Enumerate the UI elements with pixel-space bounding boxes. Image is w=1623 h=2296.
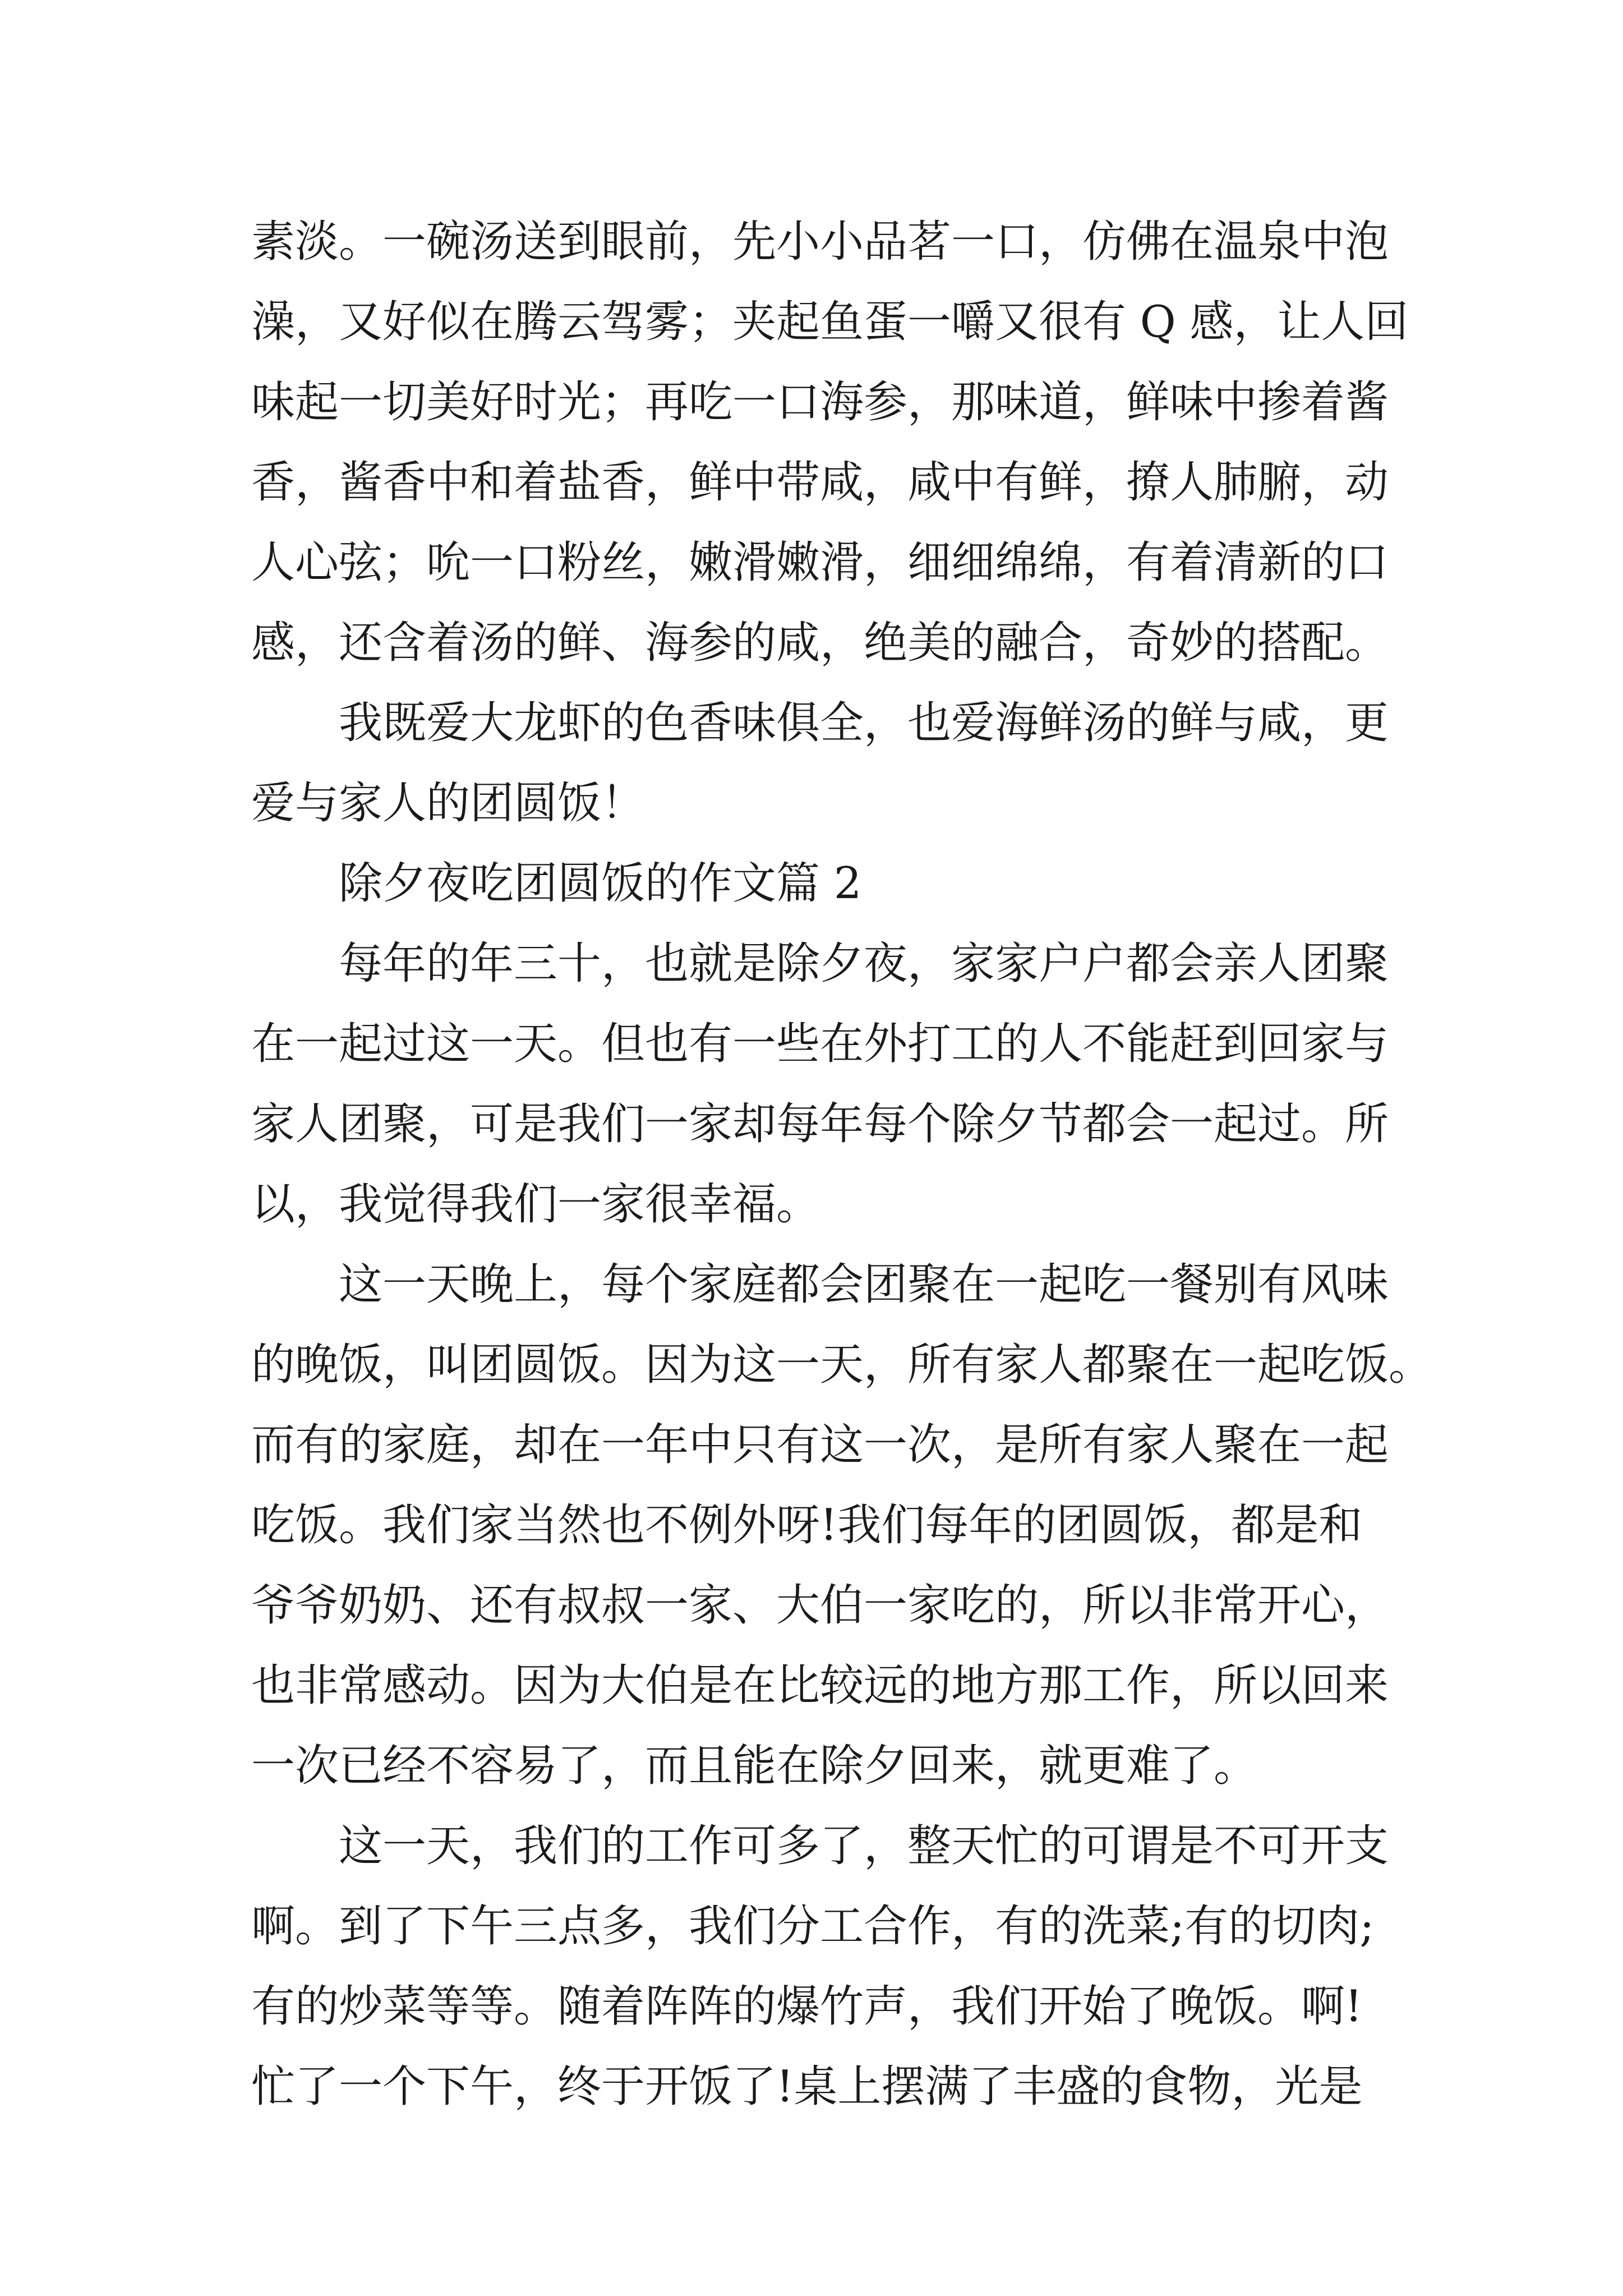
text-line: 爱与家人的团圆饭！ [251,778,645,829]
paragraph [251,202,1409,683]
section-heading [251,844,1384,924]
text-line: 我既爱大龙虾的色香味俱全，也爱海鲜汤的鲜与咸，更 [339,698,1389,748]
paragraph [251,1245,1433,1806]
text-line: 的晚饭，叫团圆饭。因为这一天，所有家人都聚在一起吃饭。 [251,1340,1433,1390]
text-line: 有的炒菜等等。随着阵阵的爆竹声，我们开始了晚饭。啊! [251,1981,1363,2032]
text-line: 味起一切美好时光；再吃一口海参，那味道，鲜味中掺着酱 [251,377,1389,427]
text-line: 啊。到了下午三点多，我们分工合作，有的洗菜;有的切肉; [251,1901,1375,1952]
text-line: 每年的年三十，也就是除夕夜，家家户户都会亲人团聚 [339,938,1389,989]
text-line: 爷爷奶奶、还有叔叔一家、大伯一家吃的，所以非常开心， [251,1580,1389,1631]
heading-line: 除夕夜吃团圆饭的作文篇 2 [339,858,862,909]
text-line: 这一天晚上，每个家庭都会团聚在一起吃一餐别有风味 [339,1259,1389,1310]
text-line: 也非常感动。因为大伯是在比较远的地方那工作，所以回来 [251,1660,1389,1711]
text-line: 一次已经不容易了，而且能在除夕回来，就更难了。 [251,1741,1258,1791]
text-line: 以，我觉得我们一家很幸福。 [251,1179,820,1230]
text-line: 而有的家庭，却在一年中只有这一次，是所有家人聚在一起 [251,1420,1389,1470]
text-line: 素淡。一碗汤送到眼前，先小小品茗一口，仿佛在温泉中泡 [251,217,1389,267]
text-line: 香，酱香中和着盐香，鲜中带咸，咸中有鲜，撩人肺腑，动 [251,457,1389,508]
text-line: 在一起过这一天。但也有一些在外打工的人不能赶到回家与 [251,1019,1389,1069]
text-line: 吃饭。我们家当然也不例外呀!我们每年的团圆饭，都是和 [251,1500,1363,1550]
text-line: 这一天，我们的工作可多了，整天忙的可谓是不可开支 [339,1821,1389,1871]
text-line: 家人团聚，可是我们一家却每年每个除夕节都会一起过。所 [251,1099,1389,1149]
text-line: 感，还含着汤的鲜、海参的咸，绝美的融合，奇妙的搭配。 [251,618,1389,668]
text-line: 澡，又好似在腾云驾雾；夹起鱼蛋一嚼又很有 Q 感，让人回 [251,297,1409,347]
text-line: 忙了一个下午，终于开饭了!桌上摆满了丰盛的食物，光是 [251,2062,1363,2112]
paragraph [251,1806,1389,2127]
paragraph [251,683,1389,844]
paragraph [251,924,1389,1245]
essay-text [251,202,1433,2127]
text-line: 人心弦；吮一口粉丝，嫩滑嫩滑，细细绵绵，有着清新的口 [251,537,1389,588]
